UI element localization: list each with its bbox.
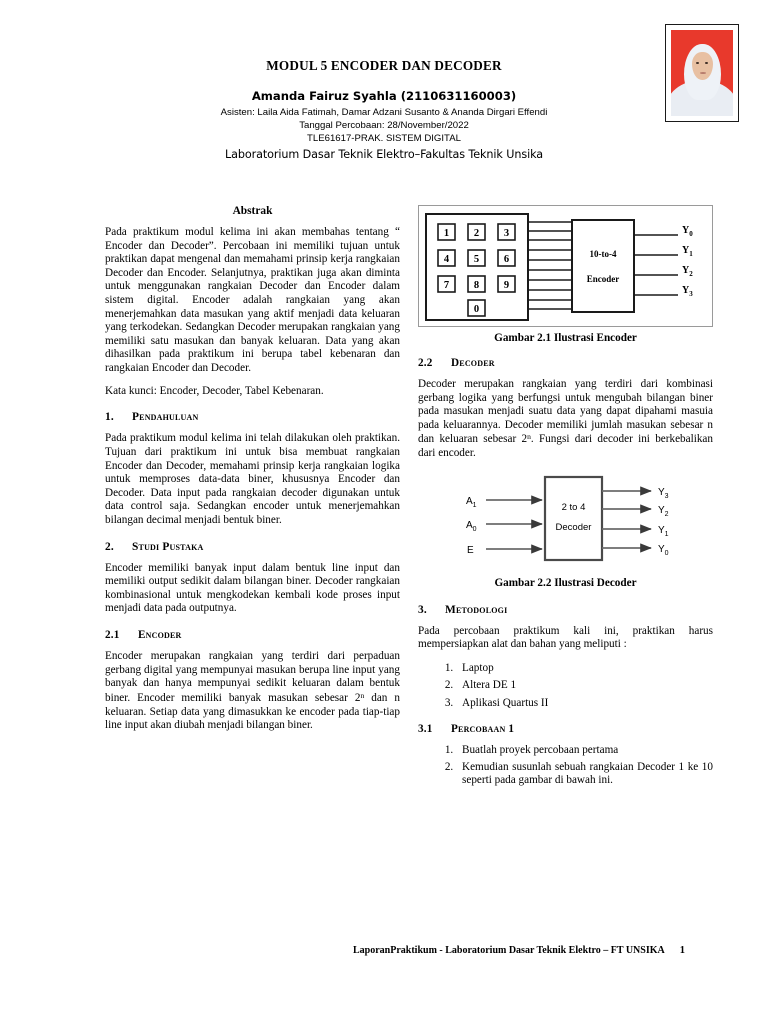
section-title: Metodologi [445, 603, 508, 616]
assistants-line: Asisten: Laila Aida Fatimah, Damar Adzani Susanto & Ananda Dirgari Effendi [220, 107, 548, 118]
list-item: 2. Kemudian susunlah sebuah rangkaian Decoder 1 ke 10 seperti pada gambar di bawah ini. [456, 761, 713, 788]
figure-decoder-svg [418, 475, 713, 567]
list-item: 2. Altera DE 1 [456, 678, 713, 692]
keypad-key-6: 6 [503, 254, 510, 265]
keypad-key-4: 4 [443, 254, 450, 265]
decoder-output-y0: $Y_0$ [658, 543, 669, 557]
abstract-keywords: Kata kunci: Encoder, Decoder, Tabel Kebenaran. [105, 384, 324, 397]
encoder-text-part1: Encoder merupakan rangkaian yang terdiri dari perpaduan gerbang digital yang mempunyai masukan berupa line input yang banyak dan hanya mempunyai sedikit keluaran dalam bentuk biner. Encoder memiliki banyak masukan sebesar 2 [105, 650, 400, 705]
left-column [105, 205, 400, 742]
keypad-key-0: 0 [473, 304, 480, 315]
list-item: 1. Laptop [456, 661, 713, 675]
encoder-output-y2: $Y_2$ [682, 265, 693, 278]
encoder-output-y1: $Y_1$ [682, 245, 693, 258]
figure-encoder-frame [418, 205, 713, 327]
figure-decoder-caption: Gambar 2.2 Ilustrasi Decoder [494, 576, 637, 589]
section-number: 2. [105, 540, 114, 553]
decoder-text [418, 378, 713, 461]
laboratory-name: Laboratorium Dasar Teknik Elektro–Fakultas Teknik Unsika [224, 147, 544, 161]
encoder-output-y0: $Y_0$ [682, 225, 693, 238]
page-footer [353, 945, 685, 956]
keypad-key-5: 5 [473, 254, 480, 265]
figure-encoder-caption: Gambar 2.1 Ilustrasi Encoder [494, 332, 637, 344]
decoder-box-label-line2: Decoder [555, 521, 592, 533]
decoder-output-y3: $Y_3$ [658, 486, 669, 500]
encoder-exponent: n [360, 690, 365, 700]
course-code: TLE61617-PRAK. SISTEM DIGITAL [307, 133, 461, 145]
decoder-output-y2: $Y_2$ [658, 504, 669, 518]
abstract-text: Pada praktikum modul kelima ini akan membahas tentang “ Encoder dan Decoder”. Percobaan ini memiliki tujuan untuk praktikan dapat mengenal dan memahami prinsip kerja rangkaian Decoder dan Encoder. Selanjutnya, praktikan juga akan diminta untuk menggunakan rangkaian Decoder dan Encoder dalam sistem digital. Encoder adalah rangkaian yang akan menerjemahkan data masukan yang aktif menjadi data keluaran yang terkodekan. Sedangkan Decoder merupakan rangkaian yang memiliki satu masukan dan banyak keluaran. Data yang akan dihasilkan pada praktikum ini berupa tabel kebenaran dan rangkaian Encoder dan Decoder. [105, 226, 400, 375]
section-title: Pendahuluan [132, 411, 199, 424]
section-title: Studi Pustaka [132, 540, 204, 553]
subsection-title: Decoder [451, 357, 495, 369]
right-column [418, 205, 713, 797]
figure-encoder [418, 205, 713, 344]
subsection-heading-encoder [105, 629, 400, 641]
metodologi-intro: Pada percobaan praktikum kali ini, praktikan harus mempersiapkan alat dan bahan yang meliputi : [418, 624, 713, 651]
abstract-heading: Abstrak [232, 205, 273, 217]
page-title: MODUL 5 ENCODER DAN DECODER [266, 58, 502, 73]
decoder-text-part1: Decoder merupakan rangkaian yang terdiri dari kombinasi gerbang logika yang berfungsi untuk mengubah bilangan biner pada masukan menjadi suatu data yang dapat dipahami masuia pada keluarannya. Decoder memiliki jumlah masukan sebesar n dan keluaran sebesar 2 [418, 378, 713, 446]
encoder-output-y3: $Y_3$ [682, 285, 693, 298]
decoder-exponent: n [527, 432, 531, 442]
keypad-key-7: 7 [443, 280, 450, 291]
page-number: 1 [679, 945, 685, 956]
decoder-output-y1: $Y_1$ [658, 524, 669, 538]
subsection-number: 2.1 [105, 629, 120, 642]
encoder-box-label-line1: 10-to-4 [589, 249, 617, 259]
percobaan1-list [418, 744, 713, 788]
decoder-input-a0: $A_0$ [466, 519, 477, 533]
subsection-title: Percobaan 1 [451, 723, 515, 736]
decoder-input-e: E [467, 544, 474, 556]
subsection-number: 3.1 [418, 723, 433, 736]
encoder-text [105, 650, 400, 733]
keypad-key-9: 9 [503, 280, 510, 291]
studi-pustaka-text: Encoder memiliki banyak input dalam bentuk line input dan memiliki output sedikit dalam bilangan biner. Decoder rangkaian kombinasional untuk mengkodekan kembali kode proses input menjadi data pada outputnya. [105, 561, 400, 615]
section-heading-metodologi [418, 604, 713, 616]
footer-text: LaporanPraktikum - Laboratorium Dasar Teknik Elektro – FT UNSIKA [353, 945, 665, 956]
avatar [665, 24, 739, 122]
subsection-heading-decoder [418, 357, 713, 369]
encoder-box-label-line2: Encoder [586, 274, 620, 284]
subsection-number: 2.2 [418, 357, 433, 369]
figure-encoder-svg [421, 210, 710, 323]
photo-mouth [700, 72, 706, 74]
figure-decoder [418, 475, 713, 589]
keypad-key-2: 2 [473, 228, 480, 239]
list-item: 3. Aplikasi Quartus II [456, 696, 713, 710]
subsection-title: Encoder [138, 629, 182, 642]
section-heading-studi-pustaka [105, 541, 400, 553]
keypad-key-1: 1 [443, 228, 450, 239]
list-item: 1. Buatlah proyek percobaan pertama [456, 744, 713, 758]
section-heading-pendahuluan [105, 411, 400, 423]
encoder-text-part2: dan n keluaran. Setiap data yang dimasukkan ke encoder pada tiap-tiap line input akan diubah menjadi bilangan biner. [105, 692, 400, 732]
keypad-key-8: 8 [473, 280, 480, 291]
pendahuluan-text: Pada praktikum modul kelima ini telah dilakukan oleh praktikan. Tujuan dari praktikum ini untuk bisa membuat rangkaian Encoder dan Decoder, memahami prinsip kerja rangkaian logika untuk memproses data-data biner, khususnya Encoder dan Decoder. Data input pada rangkaian decoder digunakan untuk data control saja. Sedangkan encoder untuk menerjemahkan bilangan decimal menjadi bentuk biner. [105, 432, 400, 526]
decoder-input-a1: $A_1$ [466, 495, 477, 509]
section-number: 1. [105, 411, 114, 424]
keypad-key-3: 3 [503, 228, 510, 239]
experiment-date: Tanggal Percobaan: 28/November/2022 [299, 120, 469, 132]
id-photo-image [671, 30, 733, 116]
author-name: Amanda Fairuz Syahla (2110631160003) [251, 89, 517, 103]
decoder-box-label-line1: 2 to 4 [561, 501, 586, 513]
subsection-heading-percobaan1 [418, 723, 713, 735]
decoder-text-part2: . Fungsi dari decoder ini berkebalikan dari encoder. [418, 433, 713, 460]
document-header [105, 58, 663, 161]
metodologi-list [418, 661, 713, 710]
section-number: 3. [418, 603, 427, 616]
